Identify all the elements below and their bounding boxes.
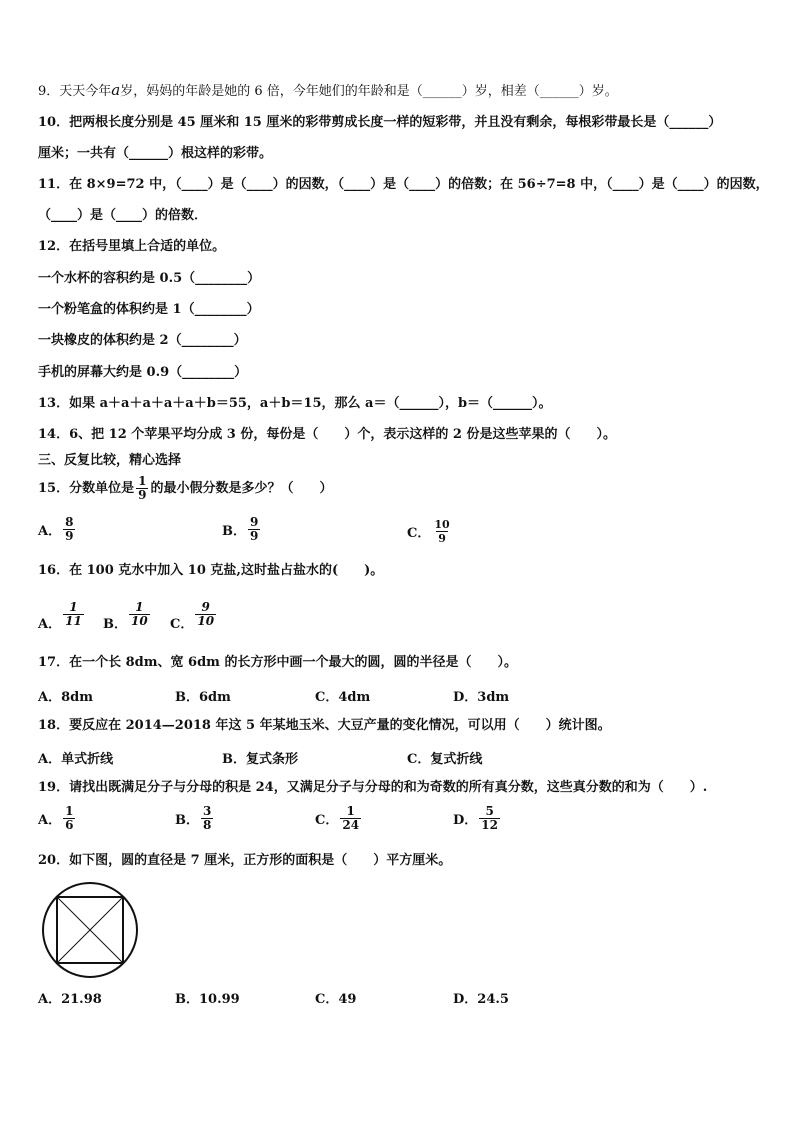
option-label: C． — [315, 813, 339, 828]
option-label: A． — [38, 813, 62, 828]
q15-option-b[interactable] — [222, 516, 262, 543]
fraction-denominator: 9 — [138, 488, 147, 502]
fraction-numerator: 9 — [250, 515, 259, 529]
question-12-title: 12．在括号里填上合适的单位。 — [38, 239, 226, 254]
option-fraction — [129, 601, 150, 628]
q17-option-c[interactable]: C．4dm — [315, 690, 371, 705]
q15-option-c[interactable] — [407, 518, 454, 545]
fraction-denominator: 24 — [342, 818, 360, 832]
q19-option-d[interactable] — [453, 805, 502, 832]
question-12-item: 手机的屏幕大约是 0.9（________） — [38, 365, 248, 380]
option-fraction — [248, 516, 260, 543]
fraction-numerator: 10 — [434, 518, 450, 531]
fraction-denominator: 12 — [481, 818, 498, 832]
q16-option-c[interactable] — [170, 597, 218, 632]
question-13: 13．如果 a＋a＋a＋a＋a＋b＝55，a＋b＝15，那么 a＝（______），b＝（______）。 — [38, 396, 552, 411]
question-12-item: 一块橡皮的体积约是 2（________） — [38, 333, 247, 348]
q18-option-c[interactable]: C．复式折线 — [407, 752, 483, 767]
q19-option-a[interactable] — [38, 805, 77, 832]
option-label: B． — [103, 617, 127, 632]
q17-option-b[interactable]: B．6dm — [175, 690, 231, 705]
fraction-numerator: 1 — [135, 600, 144, 614]
question-10-line-1: 10．把两根长度分别是 45 厘米和 15 厘米的彩带剪成长度一样的短彩带，并且没有剩余，每根彩带最长是（______） — [38, 115, 722, 130]
q15-fraction — [136, 475, 148, 502]
q20-option-c[interactable]: C．49 — [315, 992, 357, 1007]
q15-text-1: 15．分数单位是 — [38, 481, 135, 496]
option-fraction — [63, 516, 75, 543]
fraction-denominator: 9 — [438, 532, 446, 545]
q9-variable: a — [111, 81, 121, 99]
question-12-item: 一个水杯的容积约是 0.5（________） — [38, 271, 261, 286]
question-18: 18．要反应在 2014—2018 年这 5 年某地玉米、大豆产量的变化情况，可以用（ ）统计图。 — [38, 718, 611, 733]
option-label: C． — [170, 617, 194, 632]
question-15 — [38, 474, 332, 504]
fraction-denominator: 10 — [197, 614, 215, 628]
question-17: 17．在一个长 8dm、宽 6dm 的长方形中画一个最大的圆，圆的半径是（ ）。 — [38, 655, 517, 670]
fraction-numerator: 5 — [485, 804, 494, 818]
fraction-denominator: 10 — [131, 614, 148, 628]
fraction-numerator: 3 — [203, 804, 212, 818]
option-label: B． — [222, 524, 246, 539]
option-fraction — [63, 601, 84, 628]
q20-option-a[interactable]: A．21.98 — [38, 992, 102, 1007]
circle-square-figure — [40, 880, 140, 980]
q16-option-b[interactable] — [103, 597, 152, 632]
q19-option-c[interactable] — [315, 805, 363, 832]
q9-text-2: 岁，妈妈的年龄是她的 6 倍，今年她们的年龄和是（______）岁，相差（______）岁。 — [120, 84, 618, 99]
fraction-numerator: 1 — [65, 804, 74, 818]
question-20: 20．如下图，圆的直径是 7 厘米，正方形的面积是（ ）平方厘米。 — [38, 853, 452, 868]
option-fraction — [340, 805, 361, 832]
q18-option-b[interactable]: B．复式条形 — [222, 752, 298, 767]
option-label: B． — [175, 813, 199, 828]
fraction-numerator: 9 — [201, 600, 210, 614]
question-11-line-1: 11．在 8×9=72 中，（____）是（____）的因数，（____）是（____）的倍数；在 56÷7=8 中，（____）是（____）的因数， — [38, 177, 769, 192]
option-label: A． — [38, 617, 62, 632]
fraction-denominator: 11 — [65, 614, 82, 628]
option-fraction — [201, 805, 213, 832]
q15-option-a[interactable] — [38, 516, 77, 543]
q17-option-d[interactable]: D．3dm — [453, 690, 510, 705]
q20-option-b[interactable]: B．10.99 — [175, 992, 240, 1007]
option-label: A． — [38, 524, 62, 539]
fraction-numerator: 1 — [138, 474, 147, 488]
q18-option-a[interactable]: A．单式折线 — [38, 752, 114, 767]
fraction-numerator: 8 — [65, 515, 74, 529]
q20-option-d[interactable]: D．24.5 — [453, 992, 509, 1007]
question-19: 19．请找出既满足分子与分母的积是 24，又满足分子与分母的和为奇数的所有真分数，这些真分数的和为（ ）. — [38, 780, 708, 795]
question-16: 16．在 100 克水中加入 10 克盐,这时盐占盐水的( )。 — [38, 563, 384, 578]
fraction-denominator: 6 — [65, 818, 74, 832]
option-fraction — [432, 518, 451, 545]
fraction-denominator: 9 — [65, 529, 74, 543]
option-fraction — [195, 601, 216, 628]
question-9 — [38, 81, 618, 101]
section-heading: 三、反复比较，精心选择 — [38, 453, 182, 468]
option-fraction — [479, 805, 500, 832]
fraction-numerator: 1 — [69, 600, 78, 614]
option-label: D． — [453, 813, 478, 828]
question-12-item: 一个粉笔盒的体积约是 1（________） — [38, 302, 260, 317]
q16-option-a[interactable] — [38, 597, 86, 632]
q9-text-1: 9．天天今年 — [38, 84, 112, 99]
q19-option-b[interactable] — [175, 805, 215, 832]
q17-option-a[interactable]: A．8dm — [38, 690, 93, 705]
option-fraction — [63, 805, 75, 832]
fraction-denominator: 8 — [203, 818, 212, 832]
fraction-numerator: 1 — [346, 804, 355, 818]
q15-text-2: 的最小假分数是多少？（ ） — [150, 481, 333, 496]
option-label: C． — [407, 526, 431, 541]
question-11-line-2: （____）是（____）的倍数． — [38, 208, 208, 223]
fraction-denominator: 9 — [250, 529, 259, 543]
question-10-line-2: 厘米；一共有（______）根这样的彩带。 — [38, 146, 273, 161]
question-14: 14．6、把 12 个苹果平均分成 3 份，每份是（ ）个，表示这样的 2 份是这些苹果的（ ）。 — [38, 427, 616, 442]
